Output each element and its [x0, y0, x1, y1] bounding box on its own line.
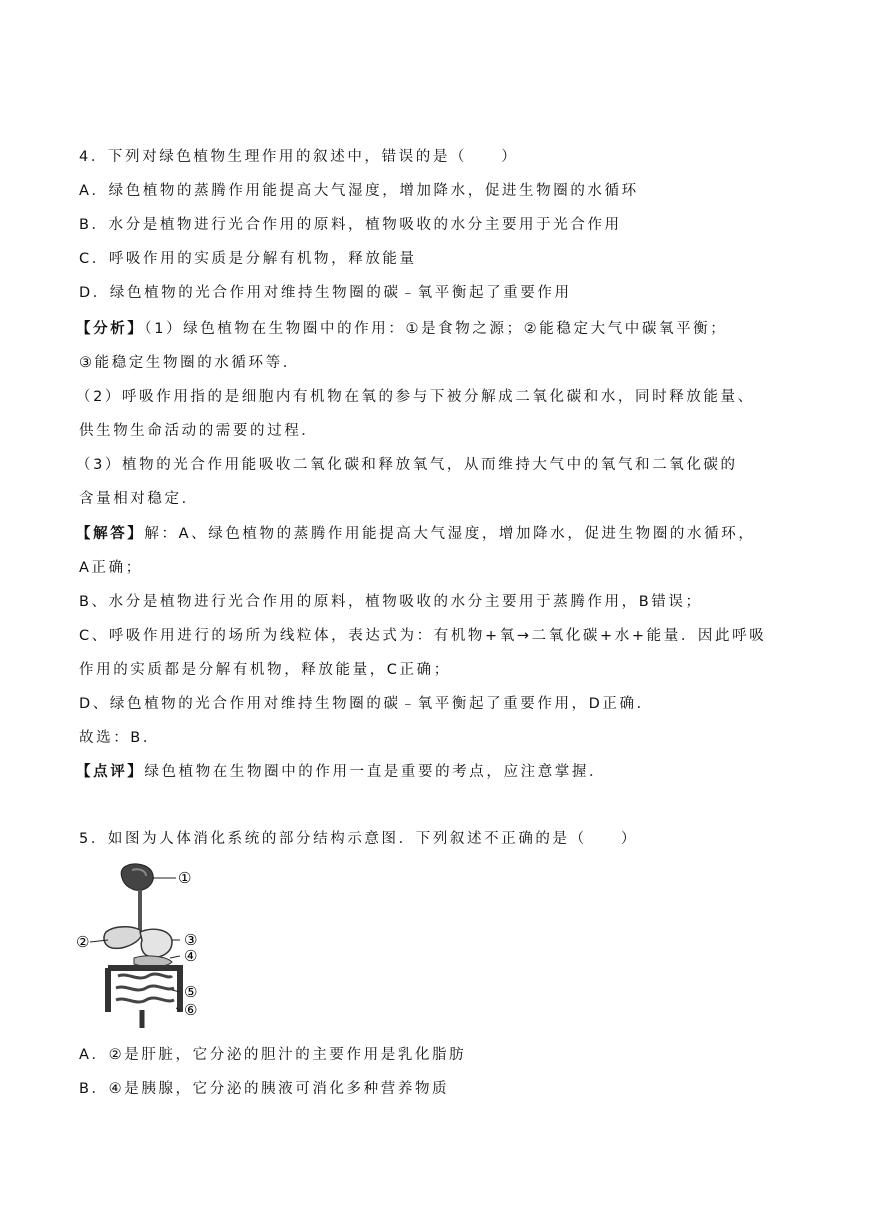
answer-line-7: 故选：B．: [79, 730, 160, 746]
figure-label-6: ⑥: [184, 1001, 198, 1019]
question-5-option-b: B．④是胰腺，它分泌的胰液可消化多种营养物质: [79, 1081, 450, 1097]
question-4-stem: 4．下列对绿色植物生理作用的叙述中，错误的是（ ）: [79, 149, 519, 165]
answer-tag: 【解答】: [76, 526, 145, 542]
figure-label-3: ③: [184, 931, 198, 949]
question-4-option-b: B．水分是植物进行光合作用的原料，植物吸收的水分主要用于光合作用: [79, 217, 622, 233]
figure-label-5: ⑤: [184, 983, 198, 1001]
answer-line-3: B、水分是植物进行光合作用的原料，植物吸收的水分主要用于蒸腾作用，B错误；: [79, 594, 703, 610]
figure-label-1: ①: [178, 869, 192, 887]
figure-label-2: ②: [76, 933, 90, 951]
question-4-option-c: C．呼吸作用的实质是分解有机物，释放能量: [79, 251, 417, 267]
answer-line-2: A正确；: [79, 560, 143, 576]
analysis-line-1: [76, 319, 727, 339]
analysis-line-3: （2）呼吸作用指的是细胞内有机物在氧的参与下被分解成二氧化碳和水，同时释放能量、: [76, 389, 755, 405]
answer-text: 解：A、绿色植物的蒸腾作用能提高大气湿度，增加降水，促进生物圈的水循环，: [144, 526, 756, 542]
digestive-system-figure: [76, 860, 216, 1032]
question-4-option-a: A．绿色植物的蒸腾作用能提高大气湿度，增加降水，促进生物圈的水循环: [79, 183, 639, 199]
analysis-line-2: ③能稳定生物圈的水循环等．: [79, 355, 300, 371]
figure-label-4: ④: [184, 947, 198, 965]
answer-line-4: C、呼吸作用进行的场所为线粒体，表达式为：有机物+氧→二氧化碳+水+能量．因此呼吸: [79, 628, 767, 644]
answer-line-6: D、绿色植物的光合作用对维持生物圈的碳﹣氧平衡起了重要作用，D正确．: [79, 696, 654, 712]
question-4-option-d: D．绿色植物的光合作用对维持生物圈的碳﹣氧平衡起了重要作用: [79, 285, 572, 301]
question-5-option-a: A．②是肝脏，它分泌的胆汁的主要作用是乳化脂肪: [79, 1047, 467, 1063]
analysis-line-4: 供生物生命活动的需要的过程．: [79, 423, 319, 439]
question-5-stem: 5．如图为人体消化系统的部分结构示意图．下列叙述不正确的是（ ）: [79, 831, 639, 847]
analysis-line-5: （3）植物的光合作用能吸收二氧化碳和释放氧气，从而维持大气中的氧气和二氧化碳的: [76, 457, 738, 473]
comment-text: 绿色植物在生物圈中的作用一直是重要的考点，应注意掌握．: [144, 764, 607, 780]
answer-line-1: [76, 524, 755, 544]
analysis-text: （1）绿色植物在生物圈中的作用：①是食物之源；②能稳定大气中碳氧平衡；: [144, 321, 728, 337]
comment-tag: 【点评】: [76, 764, 145, 780]
analysis-line-6: 含量相对稳定．: [79, 491, 199, 507]
analysis-tag: 【分析】: [76, 321, 145, 337]
answer-line-5: 作用的实质都是分解有机物，释放能量，C正确；: [79, 662, 451, 678]
comment-line: [76, 762, 606, 782]
